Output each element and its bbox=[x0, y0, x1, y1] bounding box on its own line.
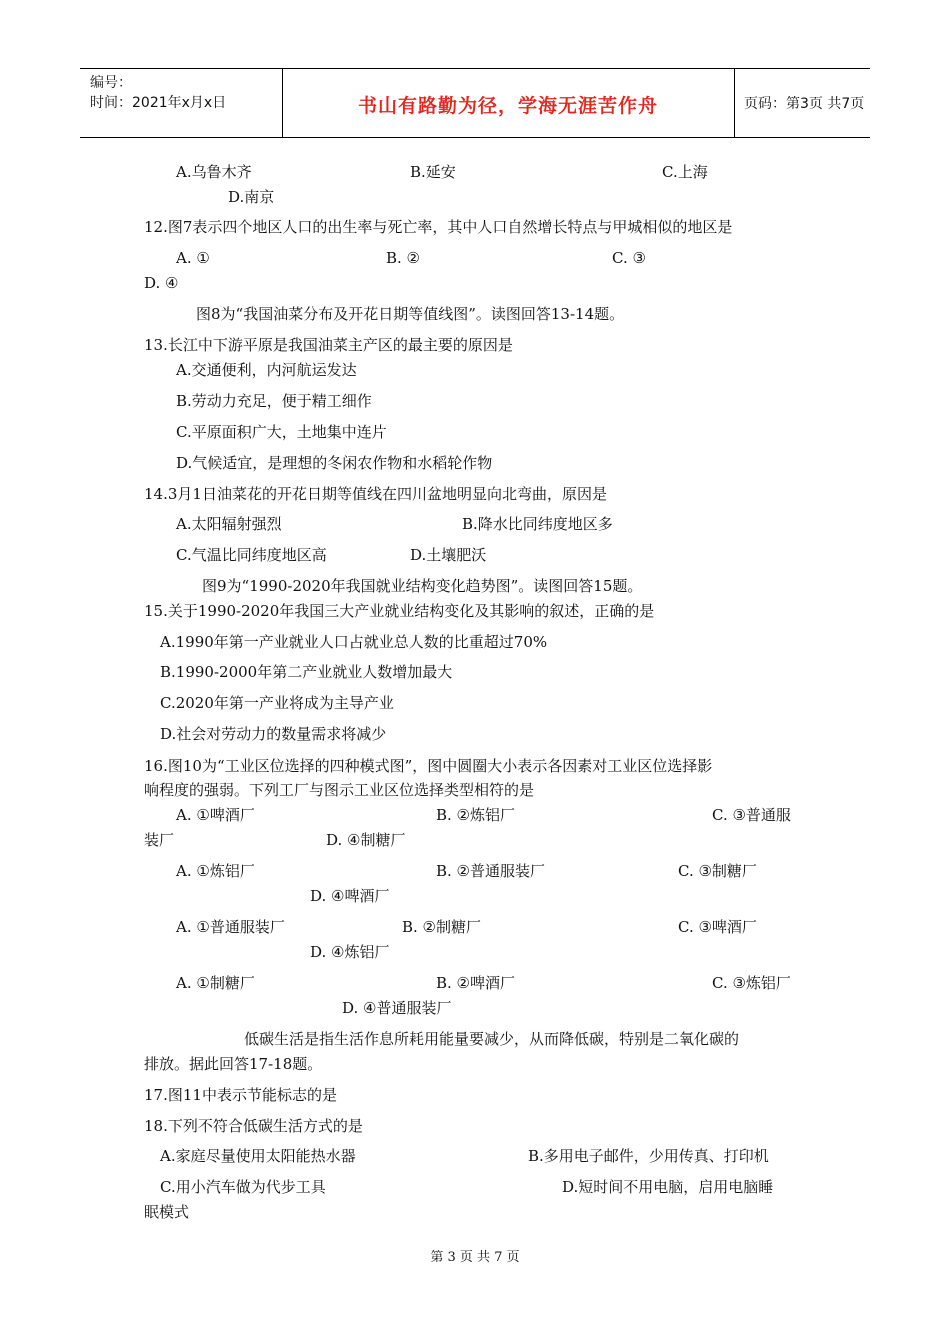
page-number-label: 页码：第3页 共7页 bbox=[744, 96, 865, 112]
q18-option-a: A.家庭尽量使用太阳能热水器 bbox=[160, 1147, 356, 1165]
q15-intro: 图9为“1990-2020年我国就业结构变化趋势图”。读图回答15题。 bbox=[202, 577, 643, 595]
q15-stem: 15.关于1990-2020年我国三大产业就业结构变化及其影响的叙述，正确的是 bbox=[144, 602, 655, 620]
q14-option-c: C.气温比同纬度地区高 bbox=[176, 546, 327, 564]
q11-option-a: A.乌鲁木齐 bbox=[176, 163, 252, 181]
q18-option-d: D.短时间不用电脑，启用电脑睡 bbox=[562, 1178, 774, 1196]
q16-set2-option-a: A. ①炼铝厂 bbox=[176, 862, 255, 880]
q16-stem-line1: 16.图10为“工业区位选择的四种模式图”，图中圆圈大小表示各因素对工业区位选择影 bbox=[144, 757, 713, 775]
q12-option-c: C. ③ bbox=[612, 249, 646, 267]
q15-option-a: A.1990年第一产业就业人口占就业总人数的比重超过70% bbox=[160, 633, 548, 651]
q18-option-b: B.多用电子邮件，少用传真、打印机 bbox=[528, 1147, 769, 1165]
serial-label: 编号： bbox=[90, 75, 132, 91]
q16-set3-option-a: A. ①普通服装厂 bbox=[176, 918, 285, 936]
q16-set4-option-c: C. ③炼铝厂 bbox=[712, 974, 791, 992]
q15-option-b: B.1990-2000年第二产业就业人数增加最大 bbox=[160, 663, 453, 681]
q13-intro: 图8为“我国油菜分布及开花日期等值线图”。读图回答13-14题。 bbox=[196, 305, 625, 323]
q17-stem: 17.图11中表示节能标志的是 bbox=[144, 1086, 337, 1104]
q16-set1-option-c: C. ③普通服 bbox=[712, 806, 791, 824]
q13-stem: 13.长江中下游平原是我国油菜主产区的最主要的原因是 bbox=[144, 336, 513, 354]
q18-option-c: C.用小汽车做为代步工具 bbox=[160, 1178, 326, 1196]
q16-set4-option-b: B. ②啤酒厂 bbox=[436, 974, 516, 992]
q16-set1-option-c-cont: 装厂 bbox=[144, 831, 175, 849]
q16-set1-option-a: A. ①啤酒厂 bbox=[176, 806, 255, 824]
q16-set1-option-b: B. ②炼铝厂 bbox=[436, 806, 516, 824]
q14-option-b: B.降水比同纬度地区多 bbox=[462, 515, 613, 533]
header-motto-cell bbox=[282, 69, 735, 137]
q16-set4-option-a: A. ①制糖厂 bbox=[176, 974, 255, 992]
q14-option-a: A.太阳辐射强烈 bbox=[176, 515, 282, 533]
q12-option-d: D. ④ bbox=[144, 274, 179, 292]
q14-option-d: D.土壤肥沃 bbox=[410, 546, 487, 564]
q16-set4-option-d: D. ④普通服装厂 bbox=[342, 999, 452, 1017]
q16-set3-option-d: D. ④炼铝厂 bbox=[310, 943, 390, 961]
header-meta-cell bbox=[80, 69, 283, 137]
q16-set3-option-b: B. ②制糖厂 bbox=[402, 918, 482, 936]
q11-option-d: D.南京 bbox=[228, 188, 275, 206]
q11-option-b: B.延安 bbox=[410, 163, 456, 181]
q13-option-b: B.劳动力充足，便于精工细作 bbox=[176, 392, 372, 410]
q16-set2-option-d: D. ④啤酒厂 bbox=[310, 887, 390, 905]
q13-option-a: A.交通便利，内河航运发达 bbox=[176, 361, 357, 379]
q18-option-d-cont: 眠模式 bbox=[144, 1203, 190, 1221]
q14-stem: 14.3月1日油菜花的开花日期等值线在四川盆地明显向北弯曲，原因是 bbox=[144, 485, 607, 503]
page-header bbox=[80, 68, 870, 138]
q15-option-c: C.2020年第一产业将成为主导产业 bbox=[160, 694, 394, 712]
motto-text: 书山有路勤为径，学海无涯苦作舟 bbox=[357, 95, 658, 117]
q17-intro-line1: 低碳生活是指生活作息所耗用能量要减少，从而降低碳，特别是二氧化碳的 bbox=[244, 1030, 740, 1048]
page-footer: 第 3 页 共 7 页 bbox=[430, 1250, 520, 1265]
q12-stem: 12.图7表示四个地区人口的出生率与死亡率，其中人口自然增长特点与甲城相似的地区是 bbox=[144, 218, 733, 236]
q13-option-d: D.气候适宜，是理想的冬闲农作物和水稻轮作物 bbox=[176, 454, 493, 472]
q12-option-b: B. ② bbox=[386, 249, 421, 267]
time-label: 时间：2021年x月x日 bbox=[90, 95, 227, 111]
q13-option-c: C.平原面积广大，土地集中连片 bbox=[176, 423, 387, 441]
q16-set2-option-b: B. ②普通服装厂 bbox=[436, 862, 546, 880]
q15-option-d: D.社会对劳动力的数量需求将减少 bbox=[160, 725, 387, 743]
q16-set2-option-c: C. ③制糖厂 bbox=[678, 862, 757, 880]
q17-intro-line2: 排放。据此回答17-18题。 bbox=[144, 1055, 323, 1073]
q16-set1-option-d: D. ④制糖厂 bbox=[326, 831, 406, 849]
q16-set3-option-c: C. ③啤酒厂 bbox=[678, 918, 757, 936]
q12-option-a: A. ① bbox=[176, 249, 210, 267]
q18-stem: 18.下列不符合低碳生活方式的是 bbox=[144, 1117, 363, 1135]
q11-option-c: C.上海 bbox=[662, 163, 708, 181]
q16-stem-line2: 响程度的强弱。下列工厂与图示工业区位选择类型相符的是 bbox=[144, 781, 535, 799]
